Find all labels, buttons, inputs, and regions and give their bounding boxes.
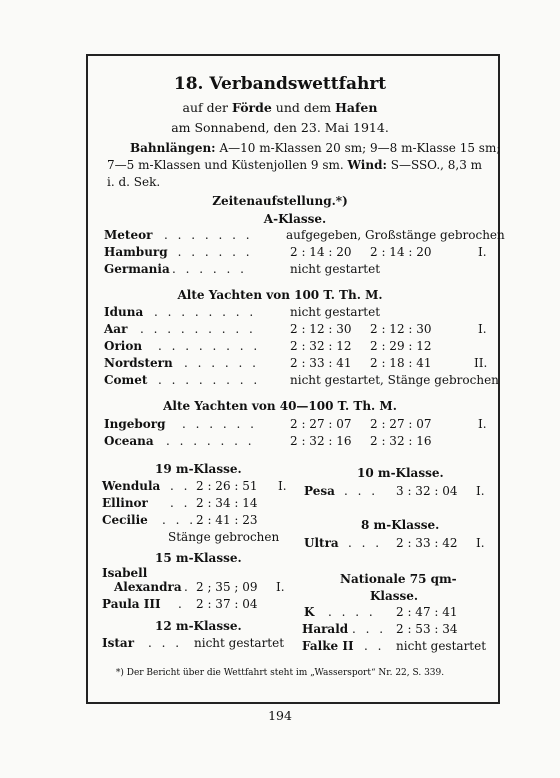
table-row	[102, 566, 147, 580]
elapsed-time: 2 : 32 : 12	[290, 339, 352, 353]
table-row	[304, 536, 485, 550]
placing: I.	[478, 417, 487, 431]
leader-dots: . . . . . . .	[164, 228, 253, 242]
venue-mid: und dem	[275, 100, 332, 115]
table-row	[104, 322, 256, 336]
elapsed-time: 2 : 32 : 16	[290, 434, 352, 448]
old-yachts-100-heading: Alte Yachten von 100 T. Th. M.	[177, 288, 383, 302]
class-15m-heading: 15 m-Klasse.	[155, 551, 242, 565]
corrected-time: 2 : 27 : 07	[370, 417, 432, 431]
elapsed-time: 2 : 47 : 41	[396, 605, 458, 619]
yacht-name: Harald	[302, 622, 349, 636]
venue-hafen: Hafen	[335, 100, 378, 115]
yacht-name: Istar	[102, 636, 135, 650]
corrected-time: 2 : 18 : 41	[370, 356, 432, 370]
leader-dots: . . .	[352, 622, 387, 636]
placing: I.	[476, 484, 485, 498]
yacht-name: Ellinor	[102, 496, 148, 510]
placing: I.	[278, 479, 287, 493]
leader-dots: . . .	[148, 636, 183, 650]
course-lengths-label: Bahnlängen:	[130, 141, 216, 155]
wind-text: S—SSO., 8,3 m	[390, 158, 483, 172]
result-text: nicht gestartet	[194, 636, 285, 650]
table-row	[302, 639, 487, 653]
elapsed-time: 2 : 12 : 30	[290, 322, 352, 336]
table-row	[104, 305, 257, 319]
yacht-name: K	[304, 605, 315, 619]
leader-dots: . .	[170, 479, 191, 493]
leader-dots: . . . .	[328, 605, 376, 619]
corrected-time: 2 : 14 : 20	[370, 245, 432, 259]
yacht-name: Paula III	[102, 597, 161, 611]
leader-dots: . . . . . . .	[166, 434, 255, 448]
table-row	[104, 262, 247, 276]
page-number: 194	[268, 708, 292, 723]
elapsed-time: 2 : 33 : 41	[290, 356, 352, 370]
yacht-name: Aar	[104, 322, 128, 336]
table-row	[304, 484, 485, 498]
leader-dots: . . . . . . . .	[154, 305, 257, 319]
yacht-name: Orion	[104, 339, 143, 353]
leader-dots: . . .	[162, 513, 197, 527]
yacht-name: Germania	[104, 262, 170, 276]
venue-line	[0, 100, 560, 115]
class-19m-heading: 19 m-Klasse.	[155, 462, 242, 476]
course-lengths-text1: A—10 m-Klassen 20 sm; 9—8 m-Klasse 15 sm;	[219, 141, 501, 155]
leader-dots: .	[178, 597, 185, 611]
yacht-name: Pesa	[304, 484, 335, 498]
leader-dots: . . .	[348, 536, 383, 550]
table-row	[102, 479, 287, 493]
course-lengths-line2	[107, 157, 482, 174]
yacht-name: Oceana	[104, 434, 154, 448]
table-row	[102, 636, 285, 650]
leader-dots: . . . . . .	[172, 262, 247, 276]
yacht-name: Ingeborg	[104, 417, 166, 431]
elapsed-time: 2 : 14 : 20	[290, 245, 352, 259]
leader-dots: .	[184, 580, 191, 594]
leader-dots: . . . . . .	[182, 417, 257, 431]
placing: I.	[276, 580, 285, 594]
table-row	[102, 513, 258, 527]
result-text: aufgegeben, Großstänge gebrochen	[286, 228, 505, 242]
class-12m-heading: 12 m-Klasse.	[155, 619, 242, 633]
placing: I.	[476, 536, 485, 550]
result-text: nicht gestartet	[396, 639, 487, 653]
yacht-name: Falke II	[302, 639, 354, 653]
leader-dots: . . . . . . . .	[158, 339, 261, 353]
table-row	[104, 373, 261, 387]
result-text: nicht gestartet	[290, 262, 381, 276]
table-row	[102, 597, 258, 611]
date-line: am Sonnabend, den 23. Mai 1914.	[171, 120, 389, 135]
placing: II.	[474, 356, 488, 370]
elapsed-time: 2 : 34 : 14	[196, 496, 258, 510]
yacht-name: Wendula	[102, 479, 161, 493]
yacht-name: Iduna	[104, 305, 144, 319]
table-row	[302, 622, 458, 636]
table-row	[104, 339, 261, 353]
leader-dots: . . . . . . . . .	[140, 322, 256, 336]
corrected-time: 2 : 12 : 30	[370, 322, 432, 336]
elapsed-time: 3 : 32 : 04	[396, 484, 458, 498]
leader-dots: . . . . . . . .	[158, 373, 261, 387]
leader-dots: . . . . . .	[184, 356, 259, 370]
course-lengths-line1	[130, 140, 500, 157]
damage-note: Stänge gebrochen	[168, 530, 280, 544]
yacht-name: Cecilie	[102, 513, 148, 527]
table-row	[102, 496, 258, 510]
regatta-title: 18. Verbandswettfahrt	[173, 74, 387, 94]
table-row	[104, 417, 257, 431]
leader-dots: . . . . . . .	[164, 245, 253, 259]
placing: I.	[478, 245, 487, 259]
class-75qm-heading-line2: Klasse.	[370, 589, 419, 603]
yacht-name: Alexandra	[114, 580, 182, 594]
footnote: *) Der Bericht über die Wettfahrt steht im „Wassersport“ Nr. 22, S. 339.	[115, 668, 445, 678]
elapsed-time: 2 : 27 : 07	[290, 417, 352, 431]
leader-dots: . . .	[344, 484, 379, 498]
result-text: nicht gestartet	[290, 305, 381, 319]
table-row	[104, 434, 255, 448]
table-row	[114, 580, 285, 594]
table-row	[304, 605, 458, 619]
elapsed-time: 2 : 33 : 42	[396, 536, 458, 550]
table-row	[104, 228, 253, 242]
elapsed-time: 2 ; 35 ; 09	[196, 580, 258, 594]
yacht-name: Comet	[104, 373, 148, 387]
class-8m-heading: 8 m-Klasse.	[361, 518, 440, 532]
yacht-name: Ultra	[304, 536, 339, 550]
course-lengths-line3: i. d. Sek.	[107, 175, 161, 189]
venue-pre: auf der	[182, 100, 229, 115]
placing: I.	[478, 322, 487, 336]
yacht-name: Meteor	[104, 228, 153, 242]
venue-foerde: Förde	[232, 100, 272, 115]
class-10m-heading: 10 m-Klasse.	[357, 466, 444, 480]
leader-dots: . .	[364, 639, 385, 653]
elapsed-time: 2 : 26 : 51	[196, 479, 258, 493]
table-row	[104, 245, 253, 259]
course-lengths-text2: 7—5 m-Klassen und Küstenjollen 9 sm.	[107, 158, 344, 172]
wind-label: Wind:	[347, 158, 387, 172]
corrected-time: 2 : 29 : 12	[370, 339, 432, 353]
elapsed-time: 2 : 37 : 04	[196, 597, 258, 611]
leader-dots: . .	[170, 496, 191, 510]
result-text: nicht gestartet, Stänge gebrochen	[290, 373, 499, 387]
results-heading: Zeitenaufstellung.*)	[212, 194, 348, 208]
yacht-name: Hamburg	[104, 245, 168, 259]
elapsed-time: 2 : 53 : 34	[396, 622, 458, 636]
elapsed-time: 2 : 41 : 23	[196, 513, 258, 527]
corrected-time: 2 : 32 : 16	[370, 434, 432, 448]
table-row	[104, 356, 259, 370]
class-75qm-heading-line1: Nationale 75 qm-	[340, 572, 457, 586]
yacht-name: Nordstern	[104, 356, 173, 370]
yacht-name: Isabell	[102, 566, 148, 580]
a-class-heading: A-Klasse.	[263, 212, 327, 226]
old-yachts-40-100-heading: Alte Yachten von 40—100 T. Th. M.	[163, 399, 397, 413]
